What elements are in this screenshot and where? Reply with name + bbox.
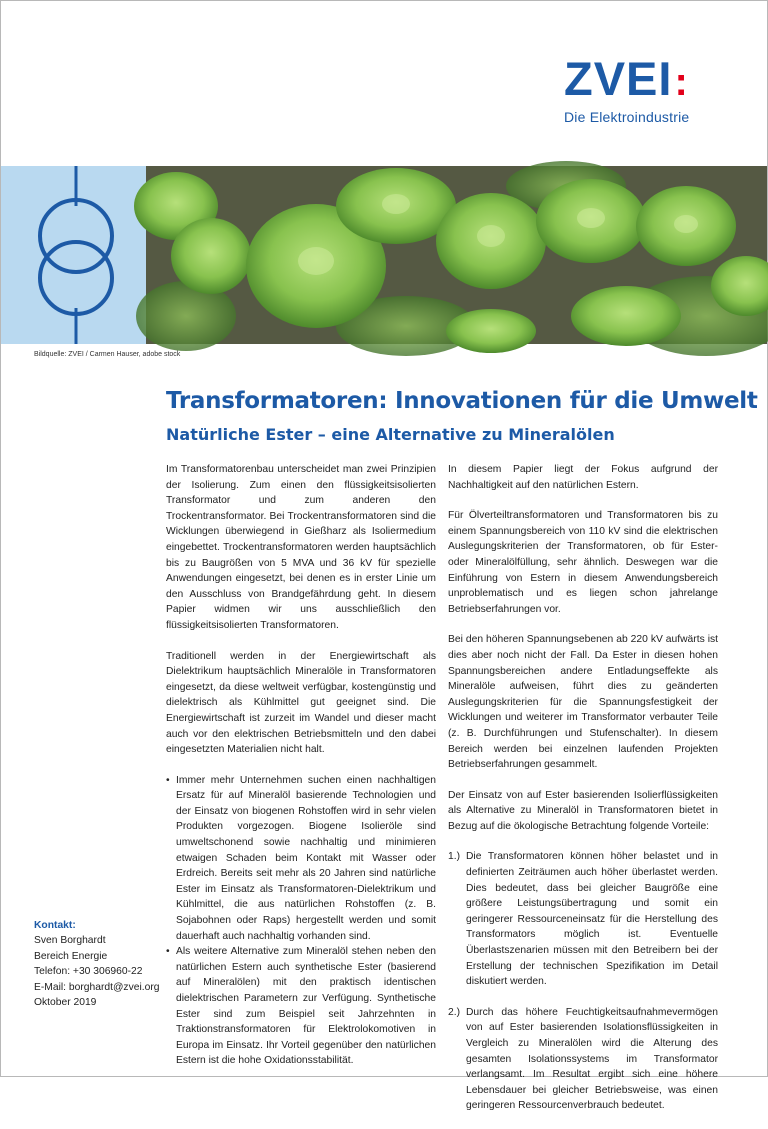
logo-mark: ZVEI:	[564, 52, 689, 105]
list-item: 2.) Durch das höhere Feuchtigkeitsaufnahmevermögen von auf Ester basierenden Isolationsflüssigkeiten in Vergleich zu Mineralölen wird die Alterung des gesamten Isolationssystems im Transformator verlangsamt. Im Resultat ergibt sich eine höhere Lebensdauer bei gleicher Betriebsweise, was einen geringeren Ressourcenverbrauch bedeutet.	[448, 1005, 718, 1114]
image-credit: Bildquelle: ZVEI / Carmen Hauser, adobe stock	[34, 351, 181, 358]
banner-symbol-panel	[1, 166, 146, 344]
paragraph: Für Ölverteiltransformatoren und Transformatoren bis zu einem Spannungsbereich von 110 kV sind die elektrischen Auslegungskriterien der Transformatoren, ob für Ester- oder Mineralölfüllung, sehr ähnlich. Deswegen war die Einführung von Estern in diesem Anwendungsbereich unproblematisch und es liegen schon jahrelange Betriebserfahrungen vor.	[448, 510, 718, 615]
list-item: • Als weitere Alternative zum Mineralöl stehen neben den natürlichen Estern auch synthetische Ester (basierend auf Mineralölen) mit den praktisch identischen dielektrischen Parametern zur Verfügung. Synthetische Ester sind zum Beispiel seit Jahrzehnten in Traktionstransformatoren für Elektrolokomotiven in Europa im Einsatz. Ihr Vorteil gegenüber den natürlichen Estern ist die hohe Oxidationsstabilität.	[166, 944, 436, 1069]
paragraph: Bei den höheren Spannungsebenen ab 220 kV aufwärts ist dies aber noch nicht der Fall. Da Ester in diesen hohen Spannungsbereichen andere Entladungseffekte als Mineralöle aufweisen, führt dies zu geänderten Auslegungskriterien für die Spannungsfestigkeit der Wicklungen und weiterer im Transformator verbauter Teile (z. B. Durchführungen und Stufenschalter). In diesem Bereich werden bei einzelnen laufenden Projekten Betriebserfahrungen gesammelt.	[448, 634, 718, 771]
paragraph: In diesem Papier liegt der Fokus aufgrund der Nachhaltigkeit auf den natürlichen Estern.	[448, 464, 718, 491]
paragraph: Im Transformatorenbau unterscheidet man zwei Prinzipien der Isolierung. Zum einen den flüssigkeitsisolierten Transformator und zum anderen den Trockentransformator. Bei Trockentransformatoren sind die Wicklungen überwiegend in Gießharz als Isoliermedium eingebettet. Trockentransformatoren werden hauptsächlich bis zu Baugrößen von 5 MVA und 36 kV für spezielle Anwendungen eingesetzt, bei denen es in erster Linie um den Ausschluss von Brandgefährdung geht. In diesem Papier widmen wir uns ausschließlich den flüssigkeitsisolierten Transformatoren.	[166, 464, 436, 631]
contact-department: Bereich Energie	[34, 950, 108, 962]
numbered-list	[448, 849, 718, 1114]
contact-heading: Kontakt:	[34, 920, 76, 931]
paragraph: Der Einsatz von auf Ester basierenden Isolierflüssigkeiten als Alternative zu Mineralöl in Transformatoren bietet in Bezug auf die ökologische Betrachtung folgende Vorteile:	[448, 789, 718, 832]
transformer-symbol-icon	[1, 166, 146, 344]
contact-block	[34, 918, 159, 1010]
bullet-list	[166, 773, 436, 1069]
logo-colon: :	[674, 60, 689, 104]
list-item: • Immer mehr Unternehmen suchen einen nachhaltigen Ersatz für auf Mineralöl basierende Technologien und der Einsatz von biogenen Rohstoffen wird in sehr vielen Produkten vorgezogen. Biogene Isolieröle sind umweltschonend sowie nachhaltig und minimieren etwaigen Schaden beim Kontakt mit Wasser oder Erdreich. Bereits seit mehr als 20 Jahren sind natürliche Ester im Einsatz als Transformatoren-Dielektrikum und Kühlmittel, die aus natürlichen Rohstoffen (z. B. Sojabohnen oder Raps) hergestellt werden und somit dauerhaft auch nachhaltig vorhanden sind.	[166, 773, 436, 945]
list-item: 1.) Die Transformatoren können höher belastet und in definierten Zeiträumen auch höher überlastet werden. Dies bedeutet, dass bei gleicher Baugröße eine größere Leistungsübertragung und somit ein geringerer Ressourceneinsatz für die Herstellung des Transformators möglich ist. Eventuelle Überlastszenarien müssen mit den Betreibern bei der Erstellung der technischen Spezifikation im Detail diskutiert werden.	[448, 849, 718, 989]
left-column	[166, 462, 436, 1069]
zvei-logo	[564, 52, 724, 125]
contact-date: Oktober 2019	[34, 997, 97, 1009]
header-banner	[1, 166, 767, 344]
right-column	[448, 462, 718, 1129]
page-subtitle: Natürliche Ester – eine Alternative zu Mineralölen	[166, 425, 615, 444]
contact-phone: Telefon: +30 306960-22	[34, 966, 143, 978]
succulent-photo	[146, 166, 767, 344]
contact-name: Sven Borghardt	[34, 935, 106, 947]
page-title: Transformatoren: Innovationen für die Umwelt	[166, 388, 758, 414]
logo-tagline: Die Elektroindustrie	[564, 109, 690, 125]
contact-email[interactable]: E-Mail: borghardt@zvei.org	[34, 981, 160, 993]
paragraph: Traditionell werden in der Energiewirtschaft als Dielektrikum hauptsächlich Mineralöle in Transformatoren eingesetzt, da diese weltweit verfügbar, kostengünstig und dielektrisch als Kühlmittel gut geeignet sind. Die Energiewirtschaft ist zurzeit im Wandel und dieser macht auch vor den elektrischen Betriebsmitteln und den dabei eingesetzten Materialien nicht halt.	[166, 650, 436, 756]
